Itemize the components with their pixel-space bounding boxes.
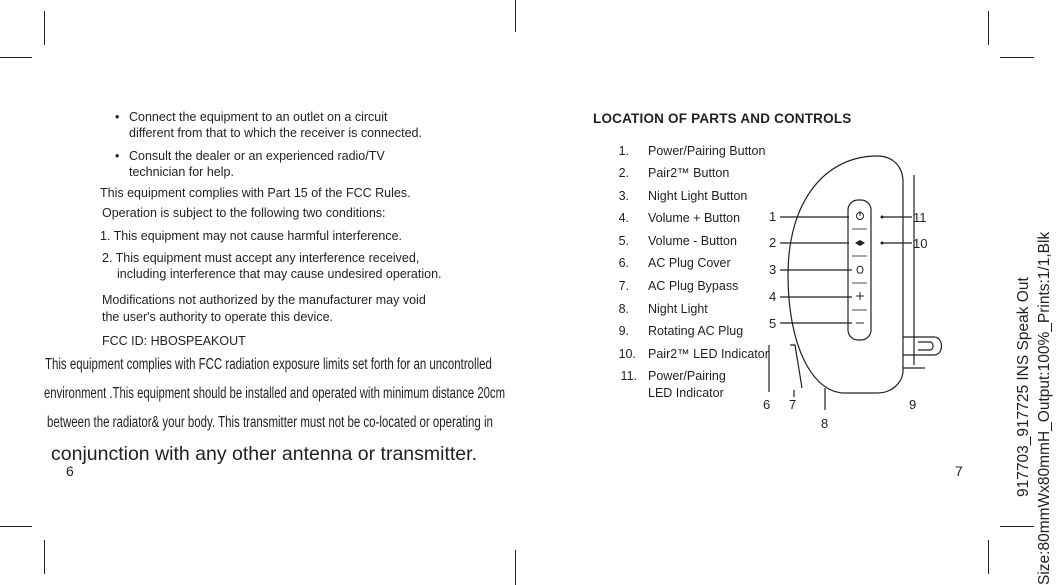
callout-2: 2: [769, 235, 777, 250]
rf-exposure-line3: between the radiator& your body. This transmitter must not be co-located or operating in: [47, 414, 493, 431]
night-light-icon: [857, 266, 863, 273]
condition-2-line1: 2. This equipment must accept any interference received,: [102, 251, 420, 265]
bullet-marker: •: [115, 110, 120, 124]
led-indicator: [881, 242, 884, 245]
callout-3: 3: [769, 262, 777, 277]
part-number: 9.: [618, 324, 629, 338]
led-indicator: [881, 216, 884, 219]
part-number: 6.: [618, 256, 629, 270]
part-label: AC Plug Cover: [648, 256, 731, 270]
callout-9: 9: [909, 397, 917, 412]
bullet-2-line1: Consult the dealer or an experienced radio/TV: [129, 149, 385, 163]
part-label: Pair2™ LED Indicator: [648, 347, 769, 361]
rf-exposure-line2: environment .This equipment should be installed and operated with minimum distance 20cm: [44, 385, 506, 402]
callout-4: 4: [769, 289, 777, 304]
part-number: 1.: [618, 144, 629, 158]
part-number: 5.: [618, 234, 629, 248]
page-number-right: 7: [955, 463, 963, 479]
side-slug-line2: Size:80mmWx80mmH_Output:100%_Prints:1/1,Blk: [1036, 231, 1053, 585]
page-number-left: 6: [66, 463, 74, 479]
rotating-ac-plug: [903, 337, 942, 355]
part-label: Rotating AC Plug: [648, 324, 744, 338]
part-number: 11.: [620, 369, 637, 383]
part-number: 2.: [618, 166, 629, 180]
fcc-paragraph-line2: Operation is subject to the following two conditions:: [102, 206, 386, 220]
callout-10: 10: [913, 236, 928, 251]
callout-5: 5: [769, 316, 777, 331]
pair2-icon: [855, 240, 865, 246]
part-label: Power/Pairing Button: [648, 144, 766, 158]
modifications-line2: the user's authority to operate this device.: [102, 310, 333, 324]
bullet-2-line2: technician for help.: [129, 165, 234, 179]
part-label: Pair2™ Button: [648, 166, 730, 180]
callout-8: 8: [821, 416, 829, 431]
rf-exposure-line1: This equipment complies with FCC radiation exposure limits set forth for an uncontrolled: [45, 356, 492, 373]
part-label: Volume + Button: [648, 211, 741, 225]
callout-1: 1: [769, 209, 777, 224]
condition-2-line2: including interference that may cause undesired operation.: [117, 267, 442, 281]
part-number: 7.: [618, 279, 629, 293]
fcc-id: FCC ID: HBOSPEAKOUT: [102, 334, 246, 348]
rf-exposure-line4: conjunction with any other antenna or transmitter.: [51, 443, 477, 465]
part-label: Night Light: [648, 302, 708, 316]
plug-prong: [918, 342, 933, 350]
callout-7: 7: [789, 397, 797, 412]
part-number: 4.: [618, 211, 629, 225]
condition-1: 1. This equipment may not cause harmful interference.: [100, 229, 403, 243]
part-label: Night Light Button: [648, 189, 748, 203]
callout-11: 11: [913, 210, 927, 225]
part-number: 8.: [618, 302, 629, 316]
bullet-1-line2: different from that to which the receiver is connected.: [129, 126, 422, 140]
fcc-paragraph-line1: This equipment complies with Part 15 of the FCC Rules.: [100, 186, 411, 200]
modifications-line1: Modifications not authorized by the manufacturer may void: [102, 293, 426, 307]
bullet-1-line1: Connect the equipment to an outlet on a circuit: [129, 110, 388, 124]
part-label: Power/Pairing: [648, 369, 726, 383]
part-number: 10.: [618, 347, 636, 361]
part-number: 3.: [618, 189, 629, 203]
device-body: [788, 156, 903, 393]
part-label-line2: LED Indicator: [648, 386, 724, 400]
callout-6: 6: [763, 397, 771, 412]
part-label: Volume - Button: [648, 234, 737, 248]
bullet-marker: •: [115, 149, 120, 163]
part-label: AC Plug Bypass: [648, 279, 739, 293]
side-slug-line1: 917703_917725 INS Speak Out: [1015, 277, 1032, 497]
section-heading: LOCATION OF PARTS AND CONTROLS: [593, 111, 852, 126]
